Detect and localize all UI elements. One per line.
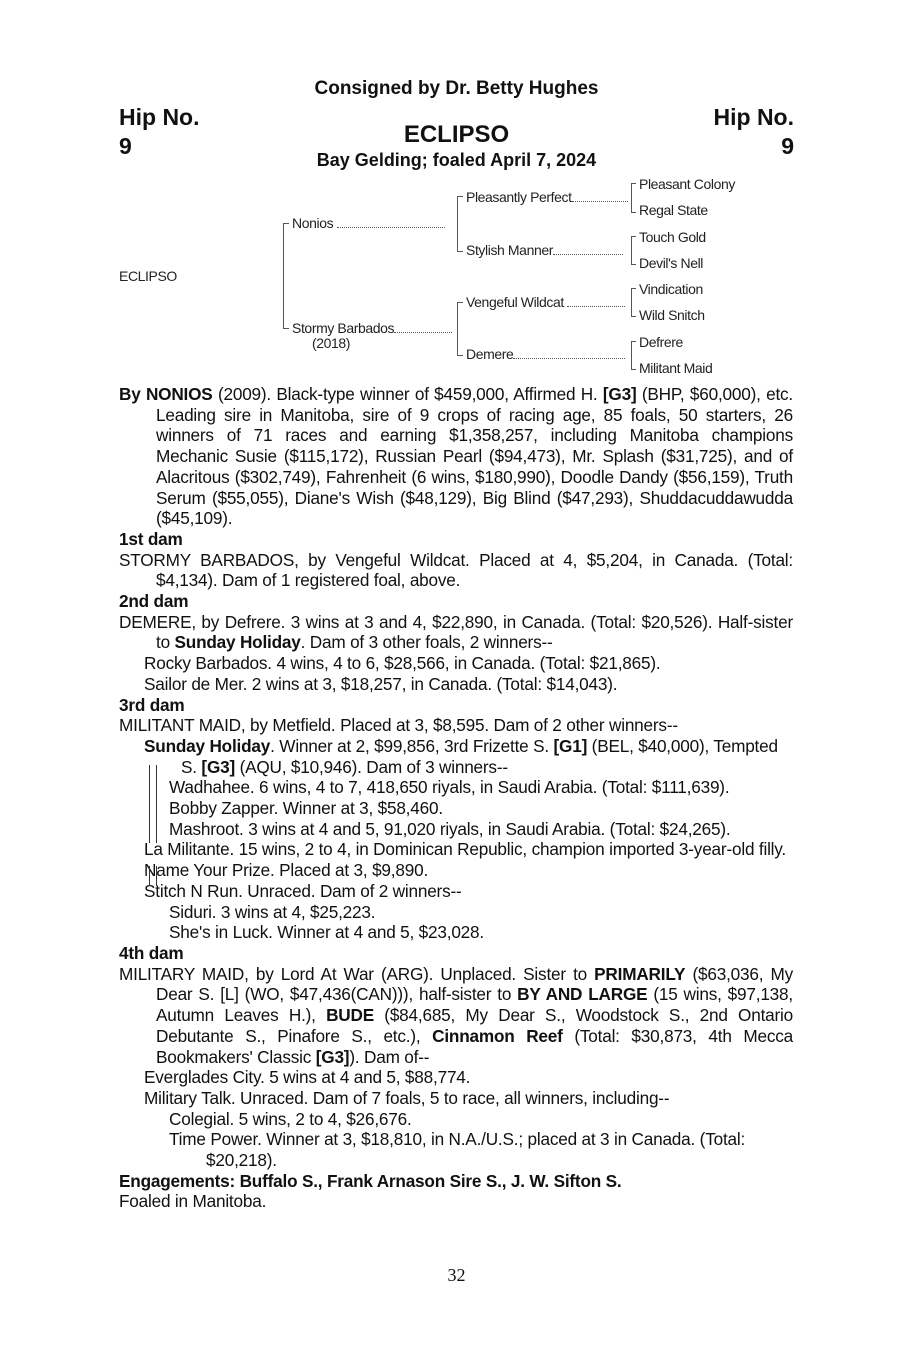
fourth-dam-text: MILITARY MAID, by Lord At War (ARG). Unplaced. Sister to PRIMARILY ($63,036, My Dear S. [L] (WO, $47,436(CAN))), half-sister to BY AND LARGE (15 wins, $97,138, Autumn Leaves H.), BUDE ($84,685, My Dear S., Woodstock S., 2nd Ontario Debutante S., Pinafore S., etc.), Cinnamon Reef (Total: $30,873, 4th Mecca Bookmakers' Classic [G3]). Dam of-- xyxy=(119,963,794,1067)
second-dam-heading: 2nd dam xyxy=(119,591,189,612)
produce-line: La Militante. 15 wins, 2 to 4, in Dominican Republic, champion imported 3-year-old filly. xyxy=(144,839,786,860)
produce-bar xyxy=(156,866,157,886)
hip-label: Hip No. xyxy=(119,104,200,130)
pedigree-ss-dam: Regal State xyxy=(639,202,708,218)
produce-line: Colegial. 5 wins, 2 to 4, $26,676. xyxy=(169,1108,412,1129)
pedigree-dam: Stormy Barbados xyxy=(292,320,452,336)
pedigree-bracket xyxy=(457,196,463,252)
produce-line: Name Your Prize. Placed at 3, $9,890. xyxy=(144,860,429,881)
fourth-dam-heading: 4th dam xyxy=(119,942,184,963)
page-number: 32 xyxy=(447,1265,466,1285)
produce-line: Stitch N Run. Unraced. Dam of 2 winners-- xyxy=(144,880,462,901)
pedigree-sd-dam: Devil's Nell xyxy=(639,255,703,271)
pedigree-sd-sire: Touch Gold xyxy=(639,229,706,245)
pedigree-sire-sire: Pleasantly Perfect xyxy=(466,189,628,205)
produce-line: Siduri. 3 wins at 4, $25,223. xyxy=(169,901,376,922)
foaled-location: Foaled in Manitoba. xyxy=(119,1191,267,1212)
produce-line: Rocky Barbados. 4 wins, 4 to 6, $28,566, in Canada. (Total: $21,865). xyxy=(144,653,661,674)
pedigree-sire: Nonios xyxy=(292,215,445,231)
catalog-body xyxy=(119,384,793,1212)
pedigree-bracket xyxy=(457,302,463,356)
pedigree-ss-sire: Pleasant Colony xyxy=(639,176,735,192)
first-dam-text: STORMY BARBADOS, by Vengeful Wildcat. Placed at 4, $5,204, in Canada. (Total: $4,134). Dam of 1 registered foal, above. xyxy=(119,549,793,591)
pedigree-subject: ECLIPSO xyxy=(119,268,177,284)
pedigree-dam-year: (2018) xyxy=(312,335,351,351)
produce-bar xyxy=(149,765,150,843)
pedigree-dam-dam: Demere xyxy=(466,346,625,362)
pedigree-bracket xyxy=(631,288,636,317)
hip-number: 9 xyxy=(781,133,794,159)
hip-number: 9 xyxy=(119,133,132,159)
engagements: Engagements: Buffalo S., Frank Arnason Sire S., J. W. Sifton S. xyxy=(119,1170,622,1191)
produce-line: Sailor de Mer. 2 wins at 3, $18,257, in Canada. (Total: $14,043). xyxy=(144,673,618,694)
pedigree-bracket xyxy=(283,223,289,329)
pedigree-ds-dam: Wild Snitch xyxy=(639,307,705,323)
pedigree-bracket xyxy=(631,341,636,370)
sire-paragraph: By NONIOS (2009). Black-type winner of $459,000, Affirmed H. [G3] (BHP, $60,000), etc. Leading sire in Manitoba, sire of 9 crops of racing age, 85 foals, 50 starters, 26 winners of 71 races and earning $1,358,257, including Manitoba champions Mechanic Susie ($115,172), Russian Pearl ($94,473), Mr. Splash ($31,725), and of Alacritous ($302,749), Fahrenheit (6 wins, $180,990), Doodle Dandy ($56,159), Truth Serum ($55,055), Diane's Wish ($48,129), Big Blind ($47,293), Shuddacuddawudda ($45,109). xyxy=(119,384,793,529)
produce-line: Sunday Holiday. Winner at 2, $99,856, 3rd Frizette S. [G1] (BEL, $40,000), Tempted S. [G3] (AQU, $10,946). Dam of 3 winners-- xyxy=(144,735,778,777)
consignor-line: Consigned by Dr. Betty Hughes xyxy=(314,78,599,99)
produce-line: Mashroot. 3 wins at 4 and 5, 91,020 riyals, in Saudi Arabia. (Total: $24,265). xyxy=(169,818,731,839)
second-dam-text: DEMERE, by Defrere. 3 wins at 3 and 4, $22,890, in Canada. (Total: $20,526). Half-sister to Sunday Holiday. Dam of 3 other foals, 2 winners-- xyxy=(119,611,793,653)
third-dam-heading: 3rd dam xyxy=(119,694,185,715)
third-dam-intro: MILITANT MAID, by Metfield. Placed at 3, $8,595. Dam of 2 other winners-- xyxy=(119,715,678,736)
first-dam-heading: 1st dam xyxy=(119,528,183,549)
pedigree-bracket xyxy=(631,236,636,265)
produce-line: Time Power. Winner at 3, $18,810, in N.A./U.S.; placed at 3 in Canada. (Total: $20,218). xyxy=(169,1129,746,1171)
pedigree-sire-dam: Stylish Manner xyxy=(466,242,623,258)
produce-bar xyxy=(149,866,150,886)
pedigree-dd-dam: Militant Maid xyxy=(639,360,713,376)
horse-description: Bay Gelding; foaled April 7, 2024 xyxy=(316,150,597,170)
produce-line: She's in Luck. Winner at 4 and 5, $23,028. xyxy=(169,922,484,943)
hip-label: Hip No. xyxy=(713,104,794,130)
produce-line: Wadhahee. 6 wins, 4 to 7, 418,650 riyals, in Saudi Arabia. (Total: $111,639). xyxy=(169,777,730,798)
produce-line: Military Talk. Unraced. Dam of 7 foals, 5 to race, all winners, including-- xyxy=(144,1087,670,1108)
produce-line: Everglades City. 5 wins at 4 and 5, $88,774. xyxy=(144,1067,471,1088)
produce-bar xyxy=(156,765,157,843)
pedigree-ds-sire: Vindication xyxy=(639,281,703,297)
pedigree-dd-sire: Defrere xyxy=(639,334,683,350)
horse-name: ECLIPSO xyxy=(403,121,510,148)
pedigree-dam-sire: Vengeful Wildcat xyxy=(466,294,625,310)
pedigree-bracket xyxy=(631,183,636,213)
produce-line: Bobby Zapper. Winner at 3, $58,460. xyxy=(169,798,443,819)
